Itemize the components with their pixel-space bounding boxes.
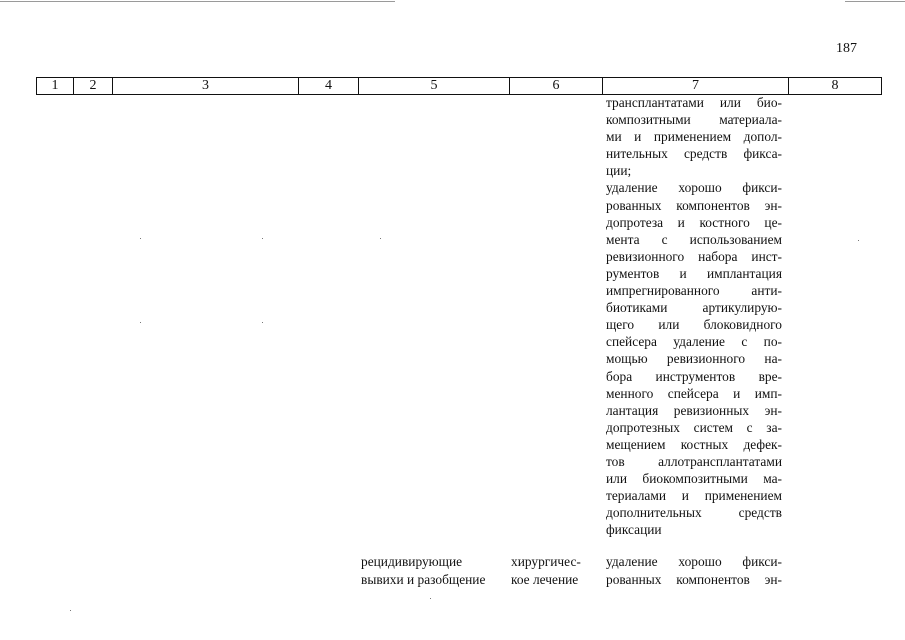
text-line: мощью ревизионного на- (606, 351, 782, 367)
scan-speck (140, 238, 141, 239)
text-line: или биокомпозитными ма- (606, 471, 782, 487)
text-line: ции; (606, 163, 632, 179)
text-line: рецидивирующие (361, 554, 463, 569)
text-line: вывихи и разобщение (361, 572, 486, 587)
diagnosis-cell (361, 553, 485, 589)
text-line: лантация ревизионных эн- (606, 402, 782, 418)
text-line: удаление хорошо фикси- (606, 180, 782, 196)
column-number-1: 1 (37, 78, 74, 94)
text-line: спейсера удаление с по- (606, 334, 782, 350)
scan-speck (262, 238, 263, 239)
scan-artifact-line (0, 1, 395, 2)
table-column-numbers-row (36, 77, 882, 95)
text-line: рументов и имплантация (606, 265, 782, 281)
text-line: хирургичес- (511, 554, 581, 569)
scan-speck (430, 598, 431, 599)
text-line: композитными материала- (606, 112, 782, 128)
text-line: тов аллотрансплантатами (606, 453, 782, 469)
text-line: удаление хорошо фикси- (606, 554, 782, 569)
column-7-continuation-text (606, 94, 782, 538)
scan-speck (380, 238, 381, 239)
text-line: териалами и применением (606, 488, 782, 504)
treatment-type-cell (511, 553, 581, 589)
text-line: ревизионного набора инст- (606, 248, 782, 264)
column-number-7: 7 (603, 78, 789, 94)
text-line: допротезных систем с за- (606, 419, 782, 435)
column-number-4: 4 (299, 78, 359, 94)
text-line: импрегнированного анти- (606, 283, 782, 299)
scan-speck (858, 240, 859, 241)
column-number-6: 6 (510, 78, 603, 94)
column-number-5: 5 (359, 78, 510, 94)
text-line: мещением костных дефек- (606, 436, 782, 452)
text-line: бора инструментов вре- (606, 368, 782, 384)
scan-artifact-line (845, 1, 905, 2)
page-number: 187 (836, 41, 857, 56)
text-line: ми и применением допол- (606, 129, 782, 145)
column-number-3: 3 (113, 78, 299, 94)
text-line: мента с использованием (606, 231, 782, 247)
text-line: нительных средств фикса- (606, 146, 782, 162)
text-line: фиксации (606, 522, 662, 538)
scan-speck (70, 610, 71, 611)
text-line: рованных компонентов эн- (606, 197, 782, 213)
text-line: допротеза и костного це- (606, 214, 782, 230)
text-line: дополнительных средств (606, 505, 782, 521)
text-line: рованных компонентов эн- (606, 572, 782, 587)
scan-speck (262, 322, 263, 323)
method-cell (606, 553, 782, 589)
text-line: кое лечение (511, 572, 579, 587)
text-line: щего или блоковидного (606, 317, 782, 333)
text-line: биотиками артикулирую- (606, 300, 782, 316)
scan-speck (140, 322, 141, 323)
column-number-2: 2 (74, 78, 113, 94)
text-line: менного спейсера и имп- (606, 385, 782, 401)
text-line: трансплантатами или био- (606, 95, 782, 110)
column-number-8: 8 (789, 78, 882, 94)
